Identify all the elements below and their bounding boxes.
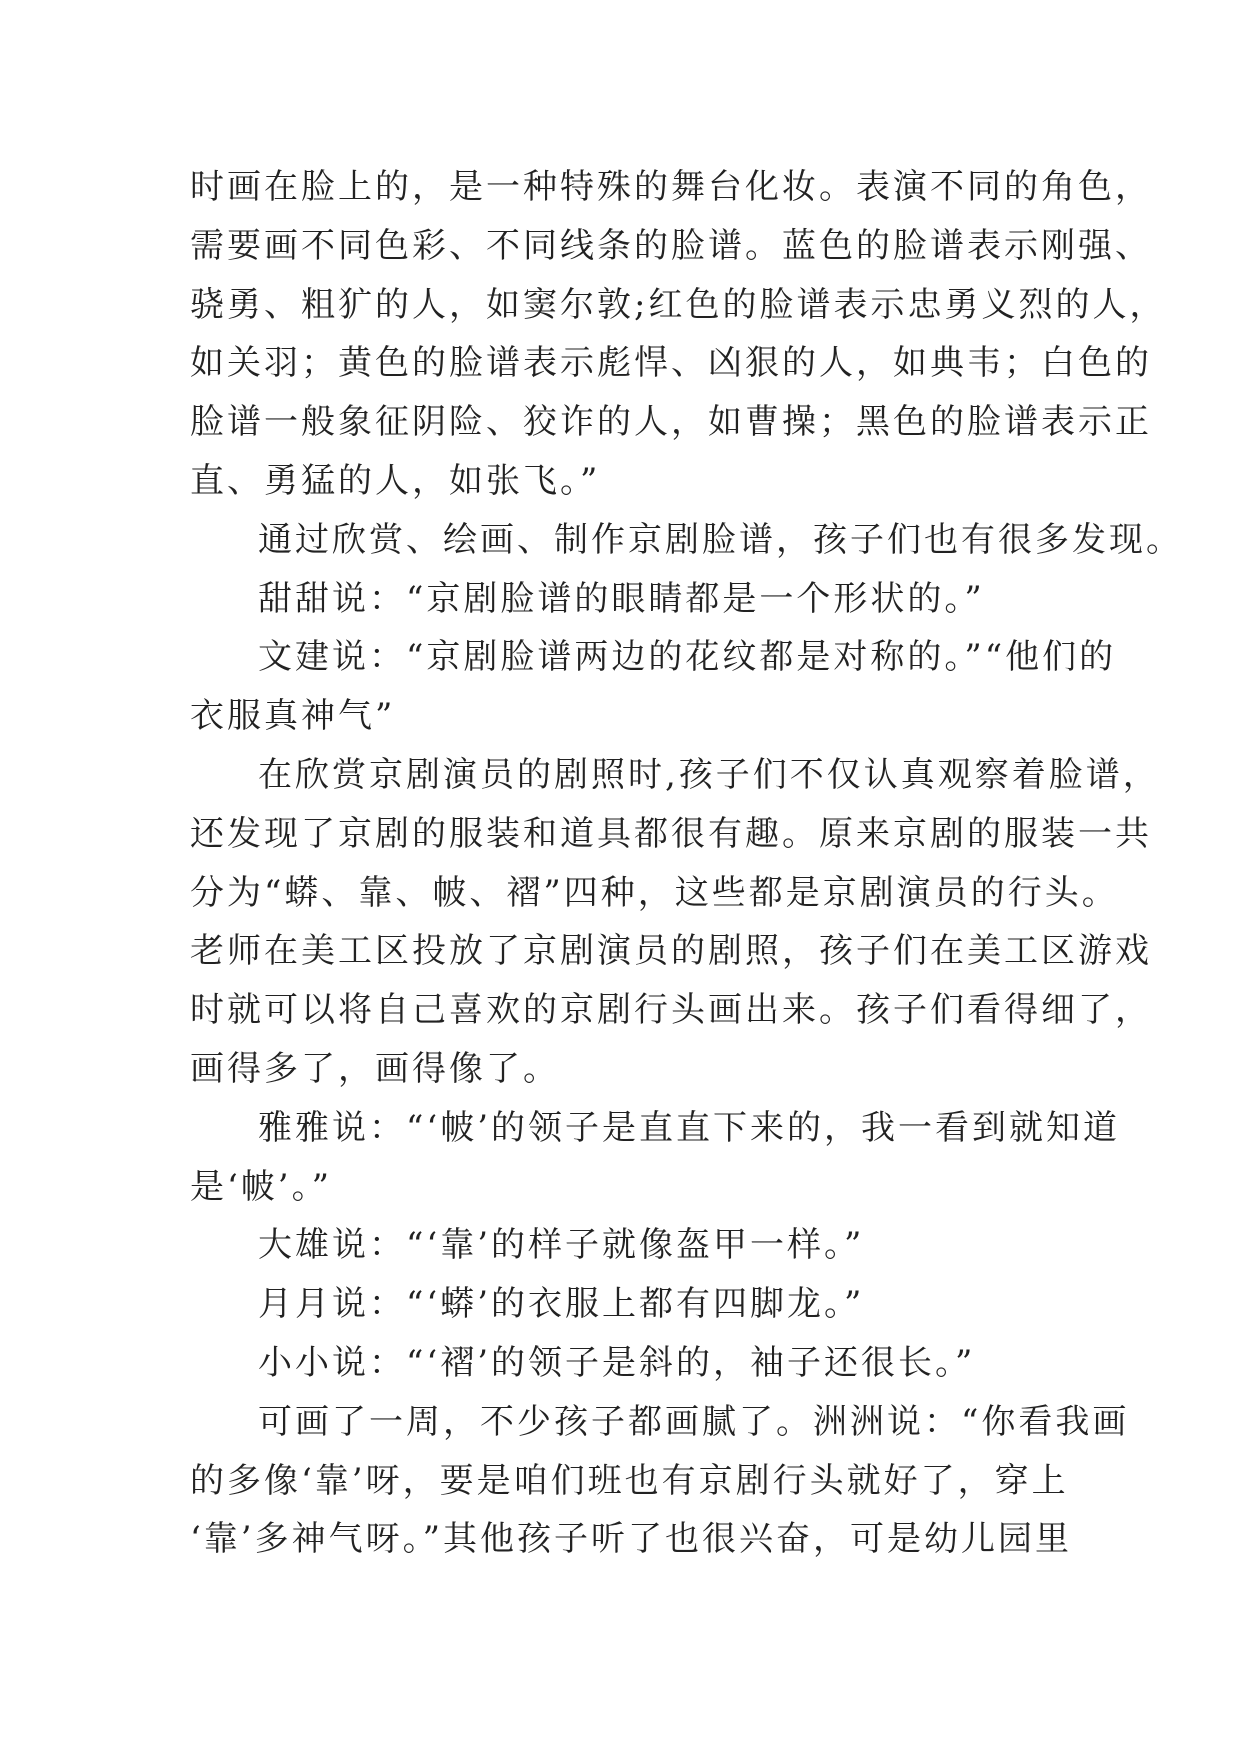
- paragraph-first-line: 大雄说：“‘靠’的样子就像盔甲一样。”: [258, 1225, 865, 1266]
- text-line: 时画在脸上的，是一种特殊的舞台化妆。表演不同的角色，: [190, 167, 1152, 207]
- text-line: ‘靠’多神气呀。”其他孩子听了也很兴奋，可是幼儿园里: [190, 1519, 1072, 1560]
- text-line: 骁勇、粗犷的人，如窦尔敦;红色的脸谱表示忠勇义烈的人，: [190, 284, 1167, 325]
- text-line: 画得多了，画得像了。: [190, 1048, 560, 1089]
- paragraph-first-line: 甜甜说：“京剧脸谱的眼睛都是一个形状的。”: [258, 578, 985, 619]
- paragraph-first-line: 文建说：“京剧脸谱两边的花纹都是对称的。”“他们的: [258, 637, 1117, 678]
- paragraph-first-line: 月月说：“‘蟒’的衣服上都有四脚龙。”: [258, 1284, 865, 1325]
- text-line: 分为“蟒、靠、帔、褶”四种，这些都是京剧演员的行头。: [190, 872, 1119, 913]
- paragraph-first-line: 可画了一周，不少孩子都画腻了。洲洲说：“你看我画: [258, 1401, 1130, 1442]
- paragraph-first-line: 小小说：“‘褶’的领子是斜的，袖子还很长。”: [258, 1342, 976, 1383]
- document-body: [190, 158, 1183, 1569]
- text-line: 衣服真神气”: [190, 696, 396, 737]
- text-line: 老师在美工区投放了京剧演员的剧照，孩子们在美工区游戏: [190, 931, 1152, 972]
- text-line: 时就可以将自己喜欢的京剧行头画出来。孩子们看得细了，: [190, 990, 1152, 1031]
- text-line: 如关羽；黄色的脸谱表示彪悍、凶狠的人，如典韦；白色的: [190, 343, 1152, 384]
- paragraph-first-line: 在欣赏京剧演员的剧照时,孩子们不仅认真观察着脸谱，: [258, 754, 1160, 795]
- text-line: 还发现了京剧的服装和道具都很有趣。原来京剧的服装一共: [190, 813, 1152, 854]
- paragraph-first-line: 雅雅说：“‘帔’的领子是直直下来的，我一看到就知道: [258, 1107, 1120, 1148]
- text-line: 的多像‘靠’呀，要是咱们班也有京剧行头就好了，穿上: [190, 1460, 1069, 1501]
- text-line: 需要画不同色彩、不同线条的脸谱。蓝色的脸谱表示刚强、: [190, 225, 1152, 266]
- text-line: 直、勇猛的人，如张飞。”: [190, 460, 601, 501]
- text-line: 脸谱一般象征阴险、狡诈的人，如曹操；黑色的脸谱表示正: [190, 402, 1152, 443]
- text-line: 是‘帔’。”: [190, 1166, 332, 1207]
- paragraph-first-line: 通过欣赏、绘画、制作京剧脸谱，孩子们也有很多发现。: [258, 519, 1183, 560]
